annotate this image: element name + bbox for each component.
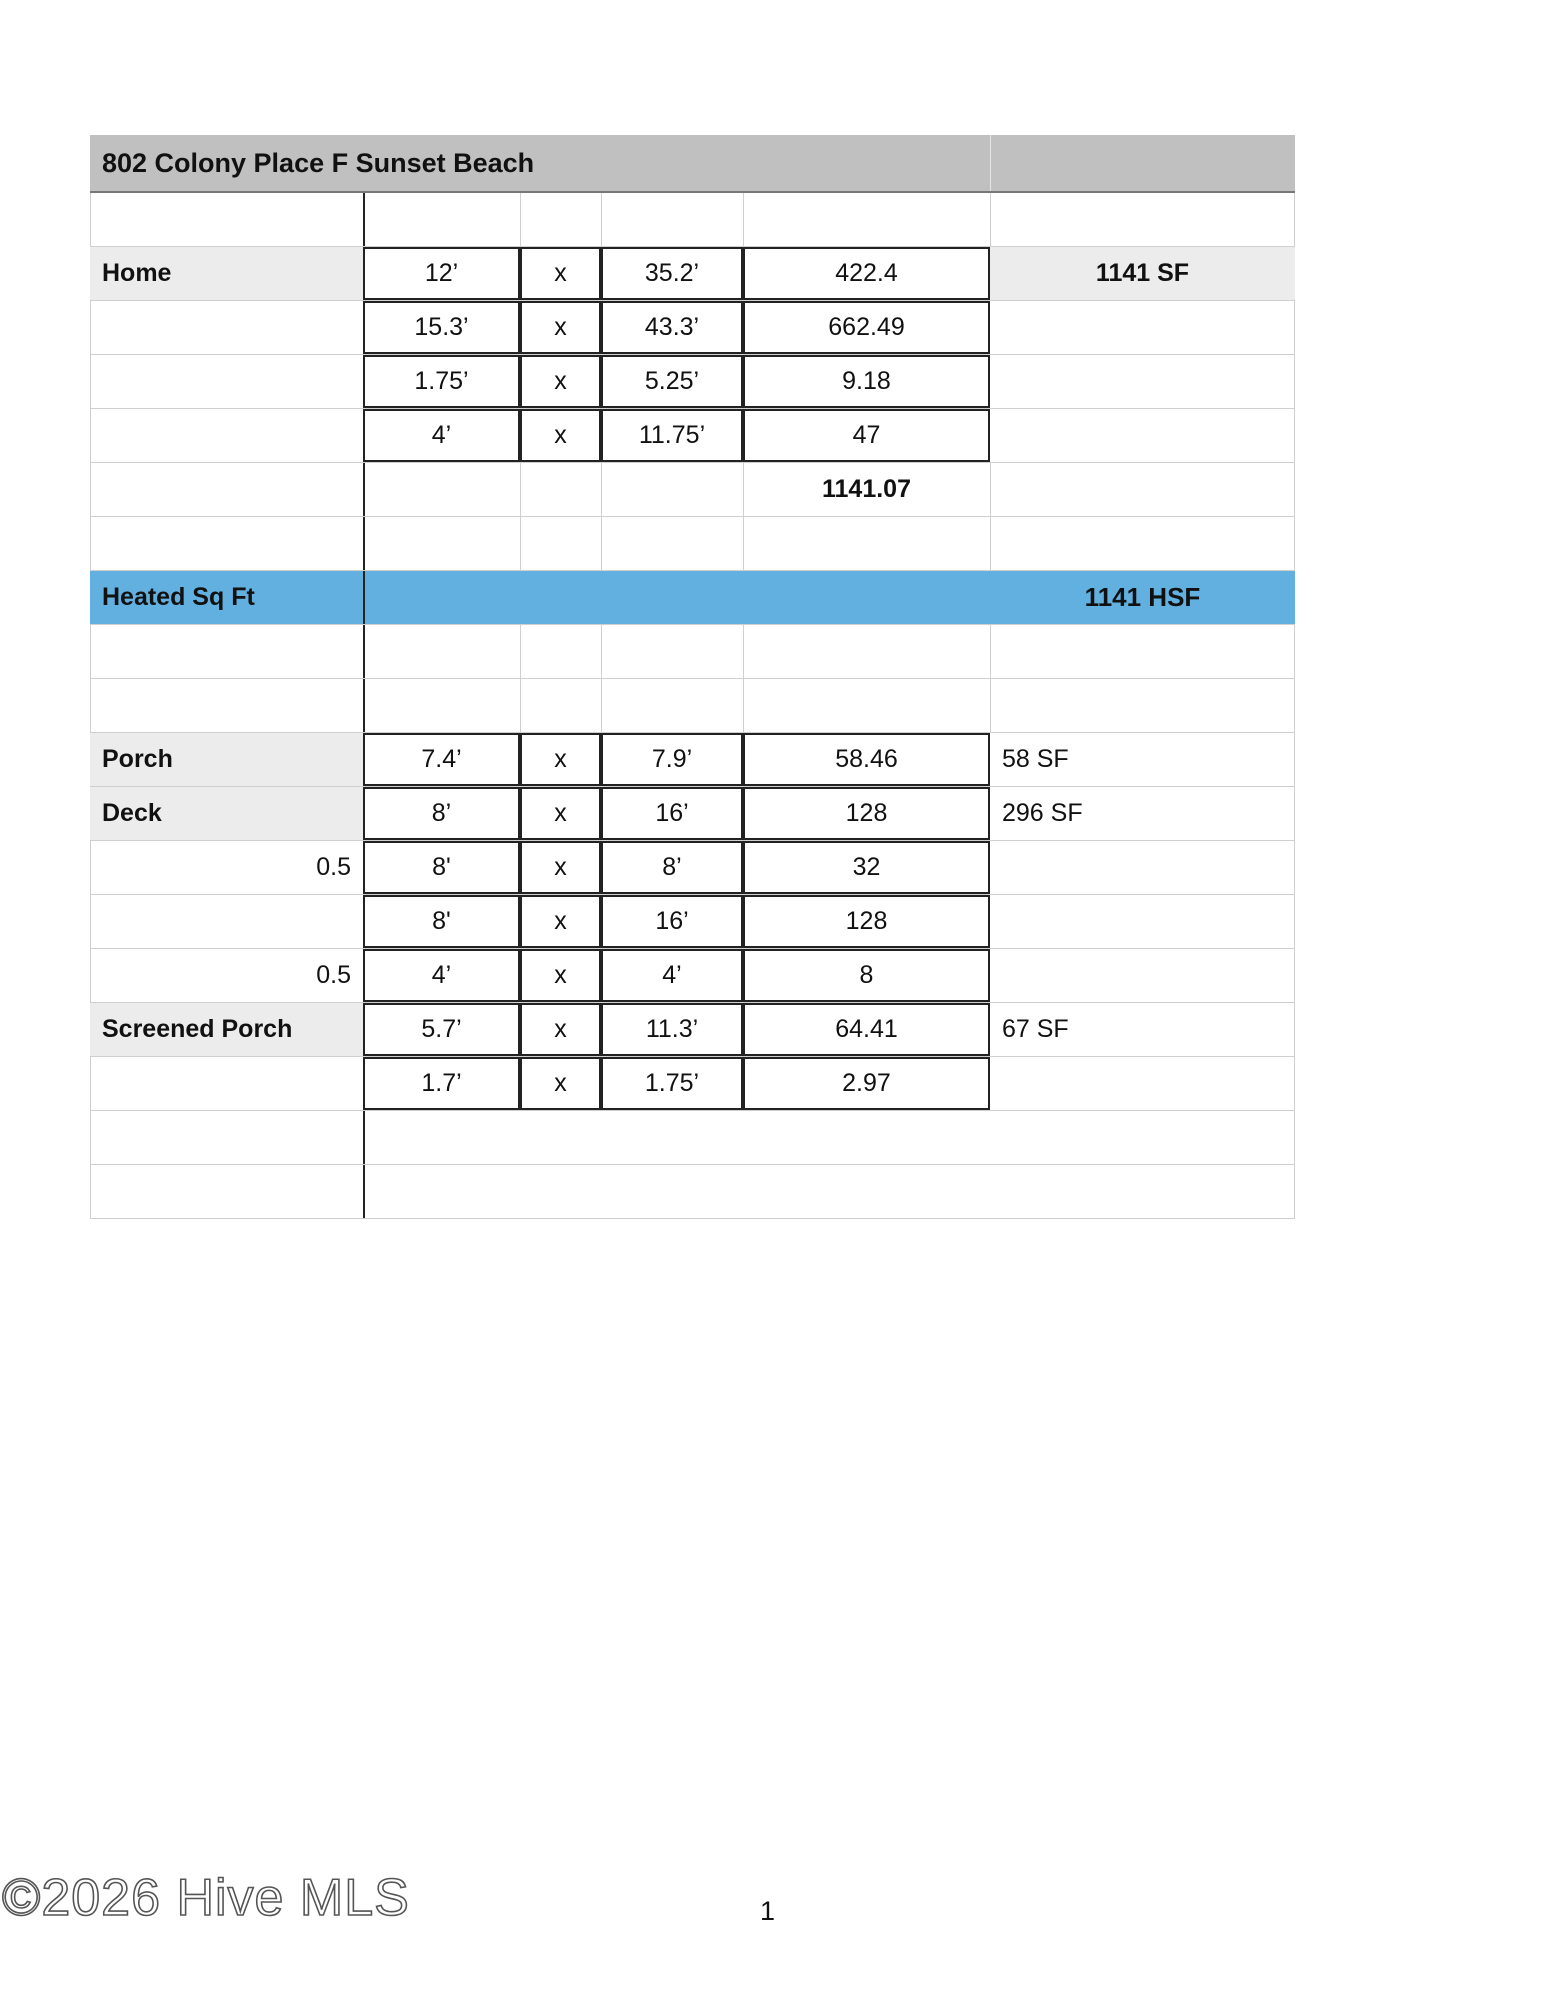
home-sum: 1141.07 (822, 475, 911, 503)
porch-total: 58 SF (1002, 745, 1069, 773)
dimension-2: 5.25’ (601, 355, 743, 408)
square-footage-sheet (90, 135, 1295, 1219)
home-row-1 (90, 247, 1295, 301)
sheet-header (90, 135, 1295, 193)
dimension-2: 11.3’ (601, 1003, 743, 1056)
area-value: 9.18 (743, 355, 990, 408)
home-row-2 (90, 301, 1295, 355)
area-value: 32 (743, 841, 990, 894)
area-value: 64.41 (743, 1003, 990, 1056)
dimension-2: 16’ (601, 787, 743, 840)
deck-row-4 (90, 949, 1295, 1003)
screened-porch-row-1 (90, 1003, 1295, 1057)
porch-label: Porch (90, 733, 363, 786)
area-value: 8 (743, 949, 990, 1002)
blank-row (90, 1111, 1295, 1165)
times-sign: x (520, 949, 601, 1002)
area-value: 128 (743, 787, 990, 840)
watermark: ©2026 Hive MLS (2, 1869, 410, 1927)
home-sum-row (90, 463, 1295, 517)
area-value: 422.4 (743, 247, 990, 300)
times-sign: x (520, 409, 601, 462)
blank-row (90, 1165, 1295, 1219)
blank-row (90, 625, 1295, 679)
area-value: 662.49 (743, 301, 990, 354)
times-sign: x (520, 355, 601, 408)
sheet-title: 802 Colony Place F Sunset Beach (102, 147, 535, 178)
area-value: 58.46 (743, 733, 990, 786)
home-total: 1141 SF (990, 247, 1295, 300)
page-number: 1 (760, 1896, 776, 1926)
dimension-1: 12’ (363, 247, 520, 300)
deck-total: 296 SF (1002, 799, 1083, 827)
area-value: 2.97 (743, 1057, 990, 1110)
dimension-2: 1.75’ (601, 1057, 743, 1110)
dimension-1: 8' (363, 895, 520, 948)
dimension-2: 8’ (601, 841, 743, 894)
dimension-2: 4’ (601, 949, 743, 1002)
times-sign: x (520, 895, 601, 948)
dimension-1: 15.3’ (363, 301, 520, 354)
screened-porch-label: Screened Porch (90, 1003, 363, 1056)
times-sign: x (520, 247, 601, 300)
dimension-1: 8' (363, 841, 520, 894)
multiplier: 0.5 (316, 961, 351, 989)
heated-label: Heated Sq Ft (102, 583, 255, 611)
times-sign: x (520, 733, 601, 786)
dimension-2: 11.75’ (601, 409, 743, 462)
heated-sqft-row (90, 571, 1295, 625)
deck-row-3 (90, 895, 1295, 949)
porch-row (90, 733, 1295, 787)
dimension-2: 43.3’ (601, 301, 743, 354)
heated-value: 1141 HSF (1084, 582, 1201, 612)
multiplier: 0.5 (316, 853, 351, 881)
screened-porch-total: 67 SF (1002, 1015, 1069, 1043)
times-sign: x (520, 841, 601, 894)
times-sign: x (520, 301, 601, 354)
blank-row (90, 517, 1295, 571)
blank-row (90, 193, 1295, 247)
dimension-1: 7.4’ (363, 733, 520, 786)
dimension-2: 35.2’ (601, 247, 743, 300)
home-label: Home (90, 247, 363, 300)
dimension-2: 16’ (601, 895, 743, 948)
area-value: 128 (743, 895, 990, 948)
screened-porch-row-2 (90, 1057, 1295, 1111)
times-sign: x (520, 787, 601, 840)
deck-row-1 (90, 787, 1295, 841)
home-row-3 (90, 355, 1295, 409)
area-value: 47 (743, 409, 990, 462)
dimension-1: 5.7’ (363, 1003, 520, 1056)
dimension-1: 8’ (363, 787, 520, 840)
deck-label: Deck (90, 787, 363, 840)
dimension-2: 7.9’ (601, 733, 743, 786)
home-row-4 (90, 409, 1295, 463)
dimension-1: 4’ (363, 409, 520, 462)
dimension-1: 1.7’ (363, 1057, 520, 1110)
times-sign: x (520, 1003, 601, 1056)
times-sign: x (520, 1057, 601, 1110)
dimension-1: 4’ (363, 949, 520, 1002)
blank-row (90, 679, 1295, 733)
deck-row-2 (90, 841, 1295, 895)
dimension-1: 1.75’ (363, 355, 520, 408)
